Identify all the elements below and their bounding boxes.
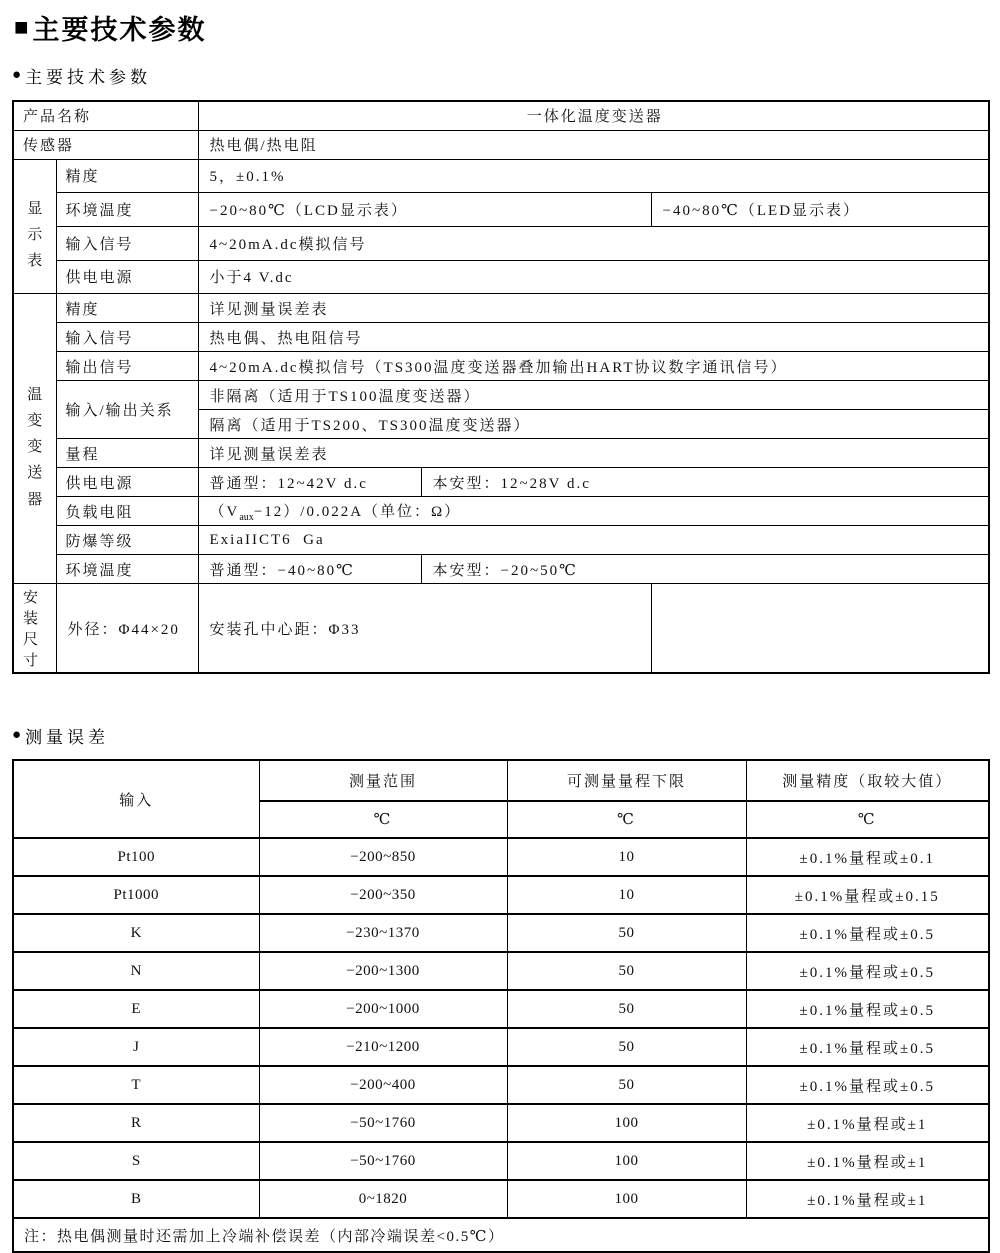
spec-value-secondary: −40~80℃（LED显示表） <box>651 193 989 227</box>
page-title-text: 主要技术参数 <box>32 15 207 45</box>
spec-label: 输入信号 <box>56 323 198 352</box>
section-heading-spec-text: 主要技术参数 <box>25 68 152 87</box>
group-label-transmitter-text: 温变变送器 <box>27 386 43 508</box>
table-row <box>13 914 989 952</box>
cell-min-span: 50 <box>507 990 746 1028</box>
table-header-row <box>13 760 989 801</box>
cell-input: T <box>13 1066 259 1104</box>
unit-accuracy: ℃ <box>746 801 989 838</box>
cell-range: −200~400 <box>259 1066 507 1104</box>
table-row <box>13 294 989 323</box>
spec-value: 普通型：12~42V d.c <box>198 468 421 497</box>
cell-range: −200~1300 <box>259 952 507 990</box>
cell-range: −50~1760 <box>259 1104 507 1142</box>
spec-value: 隔离（适用于TS200、TS300温度变送器） <box>198 410 989 439</box>
spec-label: 输入信号 <box>56 226 198 260</box>
table-row <box>13 101 989 130</box>
spec-value: 小于4 V.dc <box>198 260 989 294</box>
spec-value-sensor: 热电偶/热电阻 <box>198 130 989 159</box>
cell-range: 0~1820 <box>259 1180 507 1218</box>
cell-accuracy: ±0.1%量程或±0.5 <box>746 990 989 1028</box>
spec-label: 防爆等级 <box>56 526 198 555</box>
spec-label: 环境温度 <box>56 555 198 584</box>
cell-accuracy: ±0.1%量程或±0.5 <box>746 1066 989 1104</box>
spec-value: 非隔离（适用于TS100温度变送器） <box>198 381 989 410</box>
cell-min-span: 100 <box>507 1104 746 1142</box>
cell-min-span: 50 <box>507 1066 746 1104</box>
header-min-span: 可测量量程下限 <box>507 760 746 801</box>
cell-accuracy: ±0.1%量程或±0.15 <box>746 876 989 914</box>
spec-label: 环境温度 <box>56 193 198 227</box>
spec-label-sensor: 传感器 <box>13 130 198 159</box>
cell-accuracy: ±0.1%量程或±1 <box>746 1104 989 1142</box>
table-row <box>13 323 989 352</box>
unit-range: ℃ <box>259 801 507 838</box>
header-input: 输入 <box>13 760 259 838</box>
black-square-bullet-icon: ■ <box>14 13 31 41</box>
cell-range: −200~350 <box>259 876 507 914</box>
cell-input: R <box>13 1104 259 1142</box>
spec-value-product: 一体化温度变送器 <box>198 101 989 130</box>
table-row <box>13 1180 989 1218</box>
cell-min-span: 10 <box>507 838 746 876</box>
spec-value: 5，±0.1% <box>198 159 989 193</box>
table-row <box>13 439 989 468</box>
cell-min-span: 50 <box>507 1028 746 1066</box>
cell-range: −200~1000 <box>259 990 507 1028</box>
cell-min-span: 100 <box>507 1180 746 1218</box>
black-circle-bullet-icon: ● <box>12 67 22 83</box>
unit-min-span: ℃ <box>507 801 746 838</box>
spec-value: 4~20mA.dc模拟信号（TS300温度变送器叠加输出HART协议数字通讯信号） <box>198 352 989 381</box>
cell-input: B <box>13 1180 259 1218</box>
cell-min-span: 100 <box>507 1142 746 1180</box>
cell-range: −200~850 <box>259 838 507 876</box>
table-row <box>13 1104 989 1142</box>
cell-accuracy: ±0.1%量程或±1 <box>746 1180 989 1218</box>
cell-min-span: 50 <box>507 914 746 952</box>
table-row <box>13 260 989 294</box>
table-row <box>13 876 989 914</box>
cell-accuracy: ±0.1%量程或±1 <box>746 1142 989 1180</box>
spec-value: 外径：Φ44×20 <box>56 584 198 674</box>
document-page <box>0 8 1000 1253</box>
table-row <box>13 381 989 410</box>
cell-input: S <box>13 1142 259 1180</box>
cell-input: K <box>13 914 259 952</box>
spec-value-secondary: 本安型：12~28V d.c <box>421 468 989 497</box>
cell-accuracy: ±0.1%量程或±0.5 <box>746 952 989 990</box>
header-accuracy: 测量精度（取较大值） <box>746 760 989 801</box>
spec-label: 精度 <box>56 294 198 323</box>
group-label-transmitter <box>13 294 56 584</box>
cell-accuracy: ±0.1%量程或±0.5 <box>746 914 989 952</box>
table-row <box>13 130 989 159</box>
spec-label: 精度 <box>56 159 198 193</box>
black-circle-bullet-icon: ● <box>12 727 22 744</box>
table-row <box>13 838 989 876</box>
spec-value-load-resistance <box>198 497 989 526</box>
table-row <box>13 1066 989 1104</box>
cell-input: N <box>13 952 259 990</box>
page-title <box>14 8 988 47</box>
spec-value: 普通型：−40~80℃ <box>198 555 421 584</box>
spec-label: 供电电源 <box>56 468 198 497</box>
cell-input: J <box>13 1028 259 1066</box>
group-label-display <box>13 159 56 294</box>
load-resistance-prefix: （V <box>209 503 240 520</box>
spec-label-io-relation: 输入/输出关系 <box>56 381 198 439</box>
header-range: 测量范围 <box>259 760 507 801</box>
spec-value: 详见测量误差表 <box>198 439 989 468</box>
spec-label: 量程 <box>56 439 198 468</box>
table-row <box>13 526 989 555</box>
table-footnote-row <box>13 1218 989 1252</box>
cell-input: Pt1000 <box>13 876 259 914</box>
load-resistance-subscript: aux <box>239 511 254 523</box>
table-row <box>13 1028 989 1066</box>
cell-min-span: 50 <box>507 952 746 990</box>
table-row <box>13 193 989 227</box>
section-heading-error-text: 测量误差 <box>25 728 110 748</box>
table-row <box>13 584 989 674</box>
spec-value: ExiaIICT6 Ga <box>198 526 989 555</box>
cell-range: −50~1760 <box>259 1142 507 1180</box>
spec-label: 负载电阻 <box>56 497 198 526</box>
table-row <box>13 990 989 1028</box>
cell-input: E <box>13 990 259 1028</box>
table-row <box>13 1142 989 1180</box>
table-row <box>13 226 989 260</box>
group-label-display-text: 显示表 <box>27 200 43 269</box>
table-row <box>13 468 989 497</box>
spec-value: 4~20mA.dc模拟信号 <box>198 226 989 260</box>
spec-value-secondary: 本安型：−20~50℃ <box>421 555 989 584</box>
spec-label: 输出信号 <box>56 352 198 381</box>
cell-range: −210~1200 <box>259 1028 507 1066</box>
spec-label-product: 产品名称 <box>13 101 198 130</box>
table-footnote: 注：热电偶测量时还需加上冷端补偿误差（内部冷端误差<0.5℃） <box>13 1218 989 1252</box>
spec-label: 供电电源 <box>56 260 198 294</box>
section-heading-error <box>12 723 988 748</box>
spec-table <box>12 100 990 674</box>
cell-min-span: 10 <box>507 876 746 914</box>
table-row <box>13 497 989 526</box>
cell-accuracy: ±0.1%量程或±0.5 <box>746 1028 989 1066</box>
table-row <box>13 555 989 584</box>
section-heading-spec <box>12 63 988 88</box>
table-row <box>13 159 989 193</box>
error-table <box>12 759 990 1253</box>
spec-value-secondary: 安装孔中心距：Φ33 <box>198 584 651 674</box>
table-row <box>13 952 989 990</box>
spec-value: 热电偶、热电阻信号 <box>198 323 989 352</box>
spec-value: −20~80℃（LCD显示表） <box>198 193 651 227</box>
spec-label: 安装尺寸 <box>13 584 56 674</box>
cell-input: Pt100 <box>13 838 259 876</box>
load-resistance-suffix: −12）/0.022A（单位：Ω） <box>253 503 462 520</box>
cell-accuracy: ±0.1%量程或±0.1 <box>746 838 989 876</box>
spec-value: 详见测量误差表 <box>198 294 989 323</box>
cell-range: −230~1370 <box>259 914 507 952</box>
table-row <box>13 352 989 381</box>
